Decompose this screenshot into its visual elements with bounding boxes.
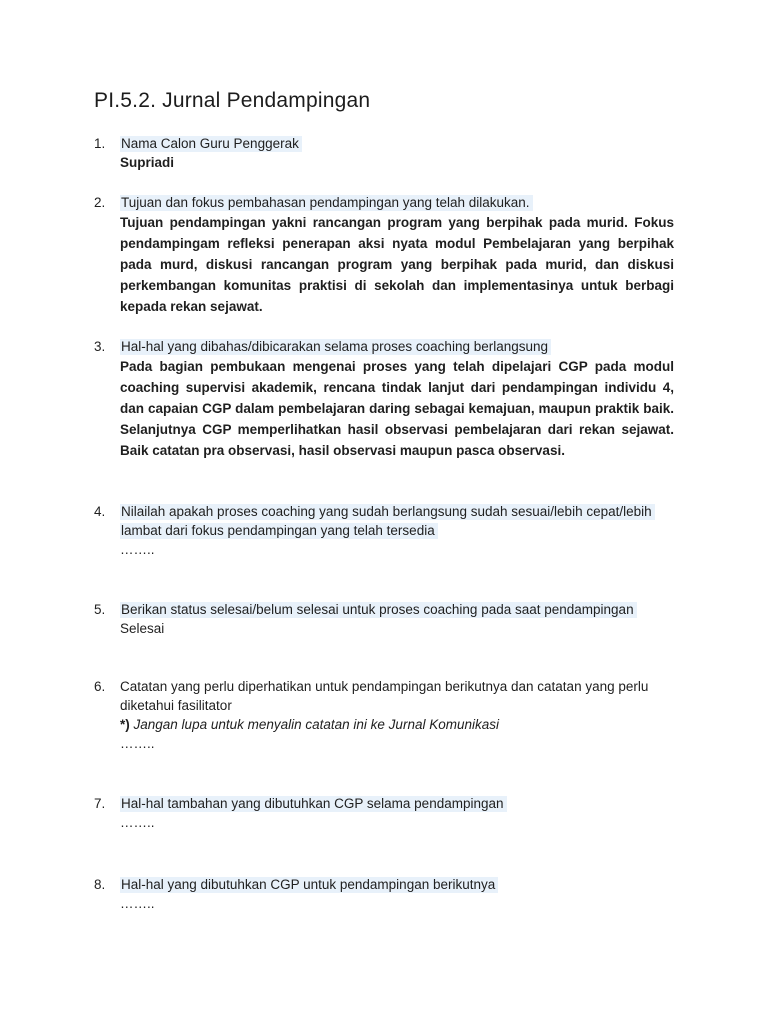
item-body	[120, 134, 674, 172]
item-question: Hal-hal tambahan yang dibutuhkan CGP selama pendampingan	[120, 796, 507, 812]
item-body	[120, 875, 674, 913]
item-body	[120, 677, 674, 753]
item-question: Nilailah apakah proses coaching yang sudah berlangsung sudah sesuai/lebih cepat/lebih lambat dari fokus pendampingan yang telah tersedia	[120, 504, 655, 539]
item-answer: ……..	[120, 736, 155, 751]
item-body	[120, 502, 674, 559]
item-question: Nama Calon Guru Penggerak	[120, 136, 302, 152]
item-question: Tujuan dan fokus pembahasan pendampingan yang telah dilakukan.	[120, 195, 533, 211]
item-number: 1.	[94, 136, 106, 151]
item-number: 3.	[94, 339, 106, 354]
item-answer: Selesai	[120, 621, 165, 636]
item-answer: ……..	[120, 542, 155, 557]
item-number: 8.	[94, 877, 106, 892]
item-answer: ……..	[120, 896, 155, 911]
item-answer: ……..	[120, 815, 155, 830]
item-body	[120, 193, 674, 317]
note-text: Jangan lupa untuk menyalin catatan ini ke Jurnal Komunikasi	[133, 717, 499, 732]
item-number: 7.	[94, 796, 106, 811]
item-question: Catatan yang perlu diperhatikan untuk pendampingan berikutnya dan catatan yang perlu diketahui fasilitator	[120, 679, 649, 713]
note-mark: *)	[120, 717, 130, 732]
item-answer: Supriadi	[120, 155, 175, 170]
item-body	[120, 337, 674, 461]
item-note	[120, 715, 674, 734]
item-answer: Tujuan pendampingan yakni rancangan program yang berpihak pada murid. Fokus pendampingam refleksi penerapan aksi nyata modul Pembelajaran yang berpihak pada murd, diskusi rancangan program yang berpihak pada murid, dan diskusi perkembangan komunitas praktisi di sekolah dan implementasinya untuk berbagi kepada rekan sejawat.	[120, 215, 674, 314]
item-number: 6.	[94, 679, 106, 694]
item-number: 4.	[94, 504, 106, 519]
item-answer: Pada bagian pembukaan mengenai proses yang telah dipelajari CGP pada modul coaching supervisi akademik, rencana tindak lanjut dari pendampingan individu 4, dan capaian CGP dalam pembelajaran daring sebagai kemajuan, maupun praktik baik. Selanjutnya CGP memperlihatkan hasil observasi pembelajaran dari rekan sejawat. Baik catatan pra observasi, hasil observasi maupun pasca observasi.	[120, 359, 674, 458]
item-number: 5.	[94, 602, 106, 617]
item-question: Hal-hal yang dibutuhkan CGP untuk pendampingan berikutnya	[120, 877, 498, 893]
item-body	[120, 600, 674, 638]
item-body	[120, 794, 674, 832]
page-title: PI.5.2. Jurnal Pendampingan	[94, 89, 371, 112]
item-question: Hal-hal yang dibahas/dibicarakan selama proses coaching berlangsung	[120, 339, 551, 355]
item-question: Berikan status selesai/belum selesai untuk proses coaching pada saat pendampingan	[120, 602, 637, 618]
item-number: 2.	[94, 195, 106, 210]
